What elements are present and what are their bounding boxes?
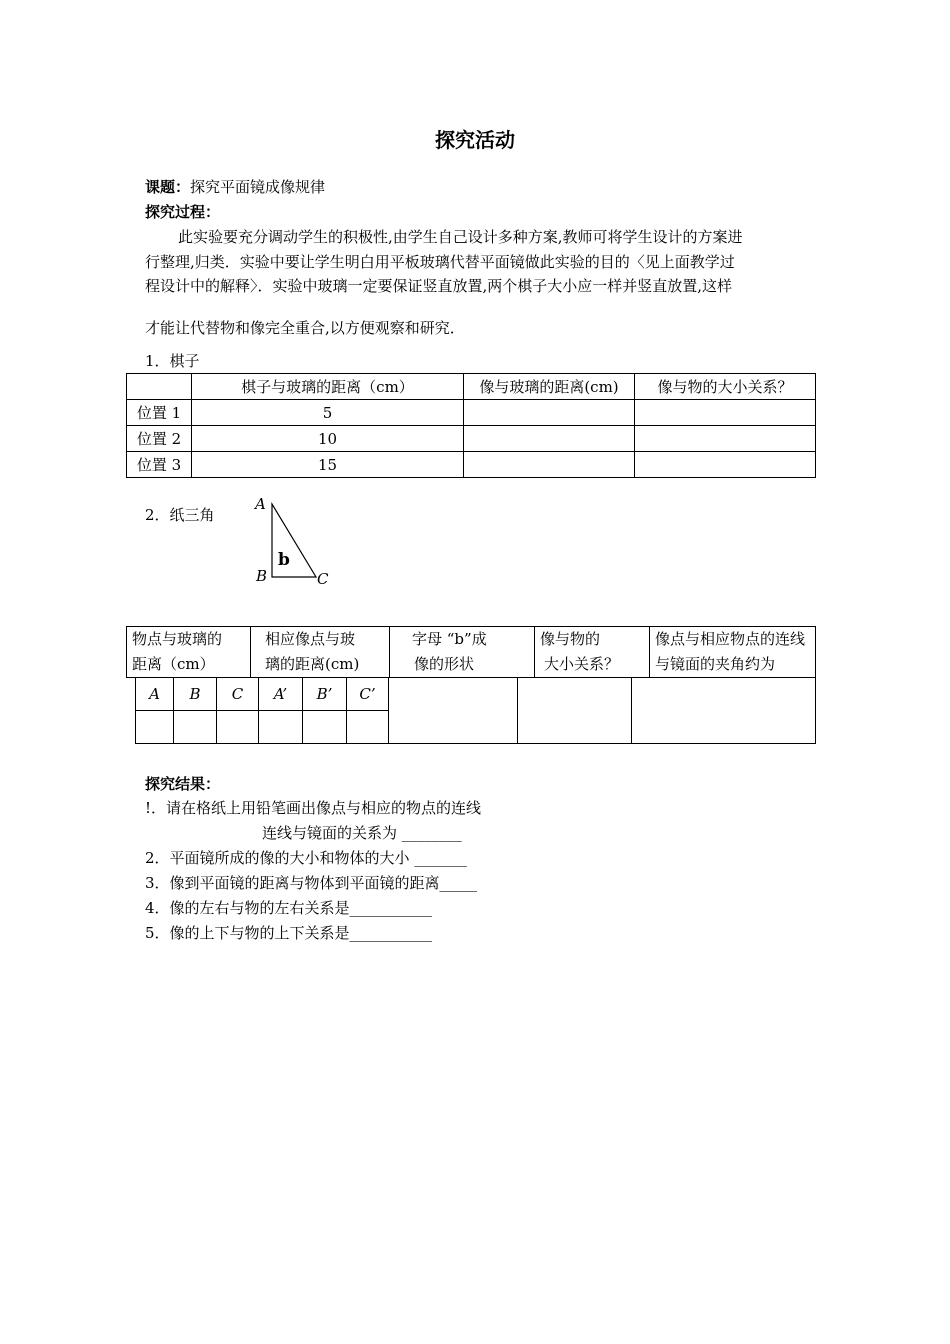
point-cell: B: [174, 678, 217, 711]
point-cell: A’: [259, 678, 303, 711]
table-row: [127, 400, 816, 426]
header-cell: 物点与玻璃的 距离（cm）: [127, 627, 251, 678]
result-line-1b: 连线与镜面的关系为 ________: [262, 824, 462, 842]
section-2-heading: 2．纸三角: [145, 506, 215, 524]
section-1-heading: 1．棋子: [145, 352, 200, 370]
table-cell: [635, 452, 816, 478]
process-label: 探究过程：: [145, 203, 221, 221]
table-row: [127, 452, 816, 478]
paragraph-line-2: 行整理,归类．实验中要让学生明白用平板玻璃代替平面镜做此实验的目的〈见上面教学过: [145, 253, 735, 271]
chess-table: [126, 373, 816, 478]
result-line-3: 3．像到平面镜的距离与物体到平面镜的距离_____: [145, 874, 478, 892]
table-cell: [389, 678, 518, 744]
table-cell: [217, 711, 259, 744]
table-cell: [347, 711, 389, 744]
table-cell: [259, 711, 303, 744]
point-cell: A: [136, 678, 174, 711]
header-cell: 字母 “b”成 像的形状: [390, 627, 535, 678]
point-cell: C’: [347, 678, 389, 711]
table-cell: [136, 711, 174, 744]
table-cell: [464, 400, 635, 426]
triangle-table-body: [135, 677, 816, 744]
page-title: 探究活动: [435, 128, 515, 152]
header-cell: 相应像点与玻 璃的距离(cm): [251, 627, 390, 678]
header-cell: 棋子与玻璃的距离（cm）: [192, 374, 464, 400]
table-cell: 5: [192, 400, 464, 426]
result-line-5: 5．像的上下与物的上下关系是___________: [145, 924, 433, 942]
table-cell: [635, 400, 816, 426]
table-cell: [518, 678, 632, 744]
table-cell: 位置 1: [127, 400, 192, 426]
table-cell: [303, 711, 347, 744]
table-row: [127, 426, 816, 452]
table-cell: [464, 426, 635, 452]
header-cell: [127, 374, 192, 400]
point-cell: C: [217, 678, 259, 711]
header-cell: 像点与相应物点的连线 与镜面的夹角约为: [650, 627, 816, 678]
paragraph-line-4: 才能让代替物和像完全重合,以方便观察和研究．: [145, 319, 465, 337]
table-header-row: [127, 374, 816, 400]
result-line-2: 2．平面镜所成的像的大小和物体的大小 _______: [145, 849, 467, 867]
topic-label: 课题：: [145, 178, 191, 196]
triangle-label-c: C: [317, 570, 329, 588]
topic-text: 探究平面镜成像规律: [190, 178, 326, 196]
table-row: [136, 678, 816, 711]
table-cell: [464, 452, 635, 478]
table-cell: [174, 711, 217, 744]
header-cell: 像与玻璃的距离(cm): [464, 374, 635, 400]
triangle-table-header: [126, 626, 816, 678]
header-cell: 像与物的 大小关系？: [535, 627, 650, 678]
result-label: 探究结果：: [145, 775, 221, 793]
result-line-1: !．请在格纸上用铅笔画出像点与相应的物点的连线: [145, 799, 482, 817]
triangle-label-a: A: [255, 495, 266, 513]
table-header-row: [127, 627, 816, 678]
table-cell: [635, 426, 816, 452]
table-cell: 10: [192, 426, 464, 452]
result-line-4: 4．像的左右与物的左右关系是___________: [145, 899, 433, 917]
triangle-inner-letter: b: [278, 550, 290, 570]
triangle-label-b: B: [256, 567, 268, 585]
table-cell: 位置 3: [127, 452, 192, 478]
table-cell: 15: [192, 452, 464, 478]
topic-line: [145, 176, 325, 198]
table-cell: 位置 2: [127, 426, 192, 452]
paragraph-line-1: 此实验要充分调动学生的积极性,由学生自己设计多种方案,教师可将学生设计的方案进: [178, 228, 743, 246]
paragraph-line-3: 程设计中的解释〉．实验中玻璃一定要保证竖直放置,两个棋子大小应一样并竖直放置,这样: [145, 277, 733, 295]
table-cell: [632, 678, 816, 744]
point-cell: B’: [303, 678, 347, 711]
header-cell: 像与物的大小关系？: [635, 374, 816, 400]
